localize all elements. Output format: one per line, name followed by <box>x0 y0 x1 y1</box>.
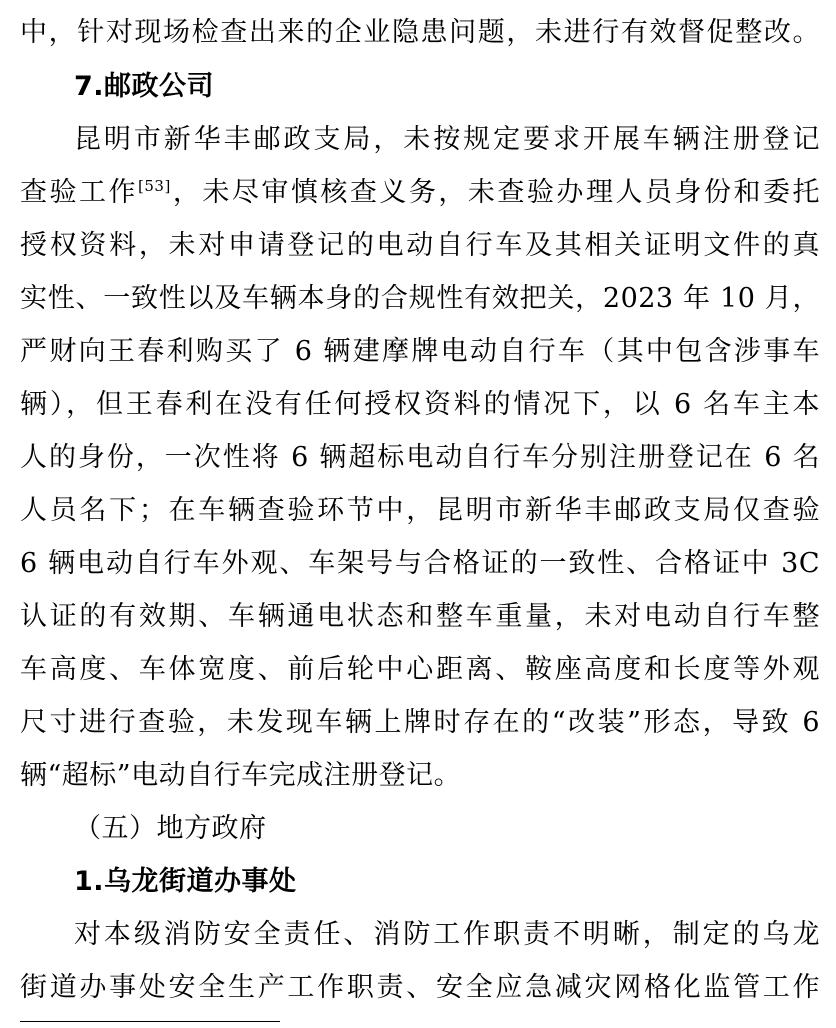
body-text-line: 6 辆电动自行车外观、车架号与合格证的一致性、合格证中 3C <box>20 548 820 579</box>
body-text-line: 人员名下；在车辆查验环节中，昆明市新华丰邮政支局仅查验 <box>20 495 820 526</box>
body-text-line: 实性、一致性以及车辆本身的合规性有效把关，2023 年 10 月， <box>20 283 820 314</box>
body-text-line: 辆），但王春利在没有任何授权资料的情况下，以 6 名车主本 <box>20 389 820 420</box>
section-heading: （五）地方政府 <box>74 813 267 844</box>
body-text-line: 授权资料，未对申请登记的电动自行车及其相关证明文件的真 <box>20 230 820 261</box>
body-text-line: 辆“超标”电动自行车完成注册登记。 <box>20 760 462 791</box>
body-text-line: 车高度、车体宽度、前后轮中心距离、鞍座高度和长度等外观 <box>20 654 820 685</box>
body-text-line: 中，针对现场检查出来的企业隐患问题，未进行有效督促整改。 <box>20 17 820 48</box>
subsection-heading: 1.乌龙街道办事处 <box>74 866 297 897</box>
footnote-divider <box>20 1021 280 1022</box>
body-text-line: 昆明市新华丰邮政支局，未按规定要求开展车辆注册登记 <box>74 124 820 155</box>
body-text-line: 查验工作[53]，未尽审慎核查义务，未查验办理人员身份和委托 <box>20 177 820 208</box>
section-heading: 7.邮政公司 <box>74 71 215 102</box>
body-text-line: 人的身份，一次性将 6 辆超标电动自行车分别注册登记在 6 名 <box>20 442 820 473</box>
body-text-line: 严财向王春利购买了 6 辆建摩牌电动自行车（其中包含涉事车 <box>20 336 820 367</box>
body-text-line: 认证的有效期、车辆通电状态和整车重量，未对电动自行车整 <box>20 601 820 632</box>
body-text-line: 街道办事处安全生产工作职责、安全应急减灾网格化监管工作 <box>20 972 820 1003</box>
body-text-line: 对本级消防安全责任、消防工作职责不明晰，制定的乌龙 <box>74 919 820 950</box>
footnote-marker[interactable]: [53] <box>138 177 171 195</box>
body-text-line: 尺寸进行查验，未发现车辆上牌时存在的“改装”形态，导致 6 <box>20 707 820 738</box>
